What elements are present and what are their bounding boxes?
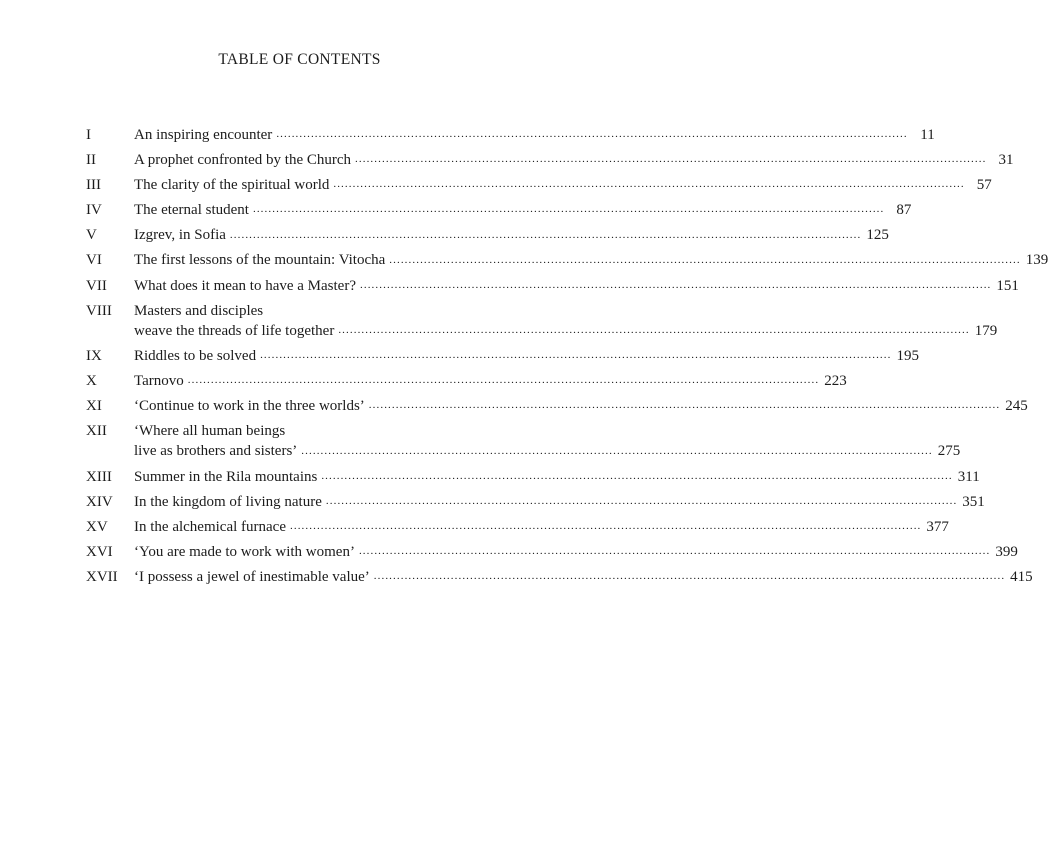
page-title: TABLE OF CONTENTS xyxy=(218,51,381,68)
toc-entry-body xyxy=(134,276,1019,296)
chapter-number: XV xyxy=(86,518,108,535)
page-number: 245 xyxy=(1005,398,1028,415)
dot-leader: .................................................................................................................................................................... xyxy=(321,469,953,482)
page-number: 351 xyxy=(962,493,985,510)
toc-entry-body xyxy=(134,200,912,220)
chapter-title xyxy=(134,371,184,391)
dot-leader: .................................................................................................................................................................... xyxy=(373,570,1006,583)
chapter-title-line: Masters and disciples xyxy=(134,302,264,319)
chapter-title-line: In the alchemical furnace xyxy=(134,518,286,535)
chapter-title-line: weave the threads of life together xyxy=(134,322,335,339)
page-number: 151 xyxy=(996,277,1019,294)
toc-entry-body xyxy=(134,250,1048,270)
toc-entry-body xyxy=(134,567,1033,587)
chapter-title xyxy=(134,467,317,487)
toc-entry-body xyxy=(134,371,847,391)
chapter-title-line: The eternal student xyxy=(134,202,249,219)
toc-entry xyxy=(86,492,985,512)
chapter-title xyxy=(134,225,226,245)
toc-entry xyxy=(86,396,1028,416)
dot-leader: .................................................................................................................................................................... xyxy=(358,545,991,558)
dot-leader: .................................................................................................................................................................... xyxy=(360,278,992,291)
toc-entry xyxy=(86,301,998,341)
chapter-title xyxy=(134,276,356,296)
chapter-title xyxy=(134,542,355,562)
toc-entry-body xyxy=(134,421,961,461)
dot-leader: .................................................................................................................................................................... xyxy=(338,324,970,337)
chapter-title-line: live as brothers and sisters’ xyxy=(134,443,298,460)
page-number: 87 xyxy=(896,202,912,219)
chapter-title-line: A prophet confronted by the Church xyxy=(134,152,352,169)
toc-entry xyxy=(86,200,912,220)
chapter-title xyxy=(134,492,322,512)
page-number: 139 xyxy=(1025,252,1048,269)
chapter-number: XVII xyxy=(86,568,118,585)
toc-entry-body xyxy=(134,125,935,145)
toc-entry xyxy=(86,371,847,391)
toc-entry-body xyxy=(134,467,980,487)
page-number: 179 xyxy=(974,322,998,339)
toc-entry xyxy=(86,150,1014,170)
chapter-title xyxy=(134,125,272,145)
chapter-number: XIV xyxy=(86,493,113,510)
page-number: 57 xyxy=(976,177,992,194)
toc-entry xyxy=(86,250,1048,270)
chapter-title xyxy=(134,517,286,537)
toc-entry xyxy=(86,276,1019,296)
chapter-title-line: An inspiring encounter xyxy=(134,127,273,143)
page-number: 31 xyxy=(998,152,1014,169)
toc-entry-body xyxy=(134,150,1014,170)
chapter-title-line: Tarnovo xyxy=(134,373,184,390)
chapter-title-line: ‘I possess a jewel of inestimable value’ xyxy=(134,568,370,585)
chapter-number: VIII xyxy=(86,302,112,319)
chapter-title xyxy=(134,250,385,270)
chapter-number: I xyxy=(86,127,91,143)
toc-entry xyxy=(86,175,992,195)
page-number: 223 xyxy=(824,373,847,390)
chapter-number: III xyxy=(86,177,101,194)
chapter-title-line: What does it mean to have a Master? xyxy=(134,277,356,294)
dot-leader: .................................................................................................................................................................... xyxy=(187,374,820,387)
chapter-number: II xyxy=(86,152,96,169)
toc-entry xyxy=(86,346,919,366)
page-number: 125 xyxy=(866,227,889,244)
page-number: 415 xyxy=(1010,568,1033,585)
chapter-number: VI xyxy=(86,252,102,269)
chapter-number: IV xyxy=(86,202,102,219)
toc-entry xyxy=(86,225,889,245)
chapter-title-line: Summer in the Rila mountains xyxy=(134,468,318,485)
toc-entry-body xyxy=(134,492,985,512)
chapter-number: X xyxy=(86,373,97,390)
dot-leader: .................................................................................................................................................................... xyxy=(333,178,965,191)
toc-entry-body xyxy=(134,346,919,366)
chapter-title xyxy=(134,301,334,341)
page-number: 275 xyxy=(937,443,961,460)
dot-leader: .................................................................................................................................................................... xyxy=(260,349,892,362)
chapter-number: VII xyxy=(86,277,107,294)
chapter-title xyxy=(134,200,249,220)
chapter-title xyxy=(134,175,329,195)
chapter-title-line: The clarity of the spiritual world xyxy=(134,177,330,194)
page-number: 311 xyxy=(957,468,980,485)
chapter-title-line: Izgrev, in Sofia xyxy=(134,227,226,244)
chapter-title xyxy=(134,150,351,170)
dot-leader: .................................................................................................................................................................... xyxy=(301,444,933,457)
toc-entry-body xyxy=(134,542,1018,562)
chapter-number: XIII xyxy=(86,468,112,485)
toc-entry-body xyxy=(134,396,1028,416)
chapter-title xyxy=(134,346,256,366)
page-number: 399 xyxy=(995,543,1018,560)
toc-entry xyxy=(86,421,961,461)
chapter-number: IX xyxy=(86,347,102,364)
dot-leader: .................................................................................................................................................................... xyxy=(290,519,922,532)
dot-leader: .................................................................................................................................................................... xyxy=(252,203,885,216)
toc-entry-body xyxy=(134,175,992,195)
dot-leader: .................................................................................................................................................................... xyxy=(276,128,908,141)
toc-entry-body xyxy=(134,517,949,537)
chapter-title-line: ‘You are made to work with women’ xyxy=(134,543,355,560)
page-number: 195 xyxy=(896,347,919,364)
chapter-title xyxy=(134,567,370,587)
dot-leader: .................................................................................................................................................................... xyxy=(389,253,1021,266)
page-number: 11 xyxy=(920,127,935,143)
chapter-title-line: Riddles to be solved xyxy=(134,347,257,364)
dot-leader: .................................................................................................................................................................... xyxy=(325,494,958,507)
page-number: 377 xyxy=(926,518,949,535)
toc-entry xyxy=(86,517,949,537)
dot-leader: .................................................................................................................................................................... xyxy=(355,153,987,166)
toc-entry xyxy=(86,125,935,145)
chapter-title-line: ‘Where all human beings xyxy=(134,423,286,440)
toc-entry-body xyxy=(134,301,998,341)
toc-entry xyxy=(86,567,1033,587)
chapter-title-line: In the kingdom of living nature xyxy=(134,493,322,510)
toc-entry-body xyxy=(134,225,889,245)
chapter-number: XVI xyxy=(86,543,113,560)
chapter-title xyxy=(134,421,297,461)
chapter-number: XII xyxy=(86,423,107,440)
chapter-title-line: The first lessons of the mountain: Vitocha xyxy=(134,252,386,269)
dot-leader: .................................................................................................................................................................... xyxy=(368,399,1001,412)
dot-leader: .................................................................................................................................................................... xyxy=(229,228,862,241)
toc-entry xyxy=(86,542,1018,562)
toc-entry xyxy=(86,467,980,487)
chapter-number: V xyxy=(86,227,97,244)
chapter-number: XI xyxy=(86,398,102,415)
table-of-contents xyxy=(86,125,1048,592)
chapter-title-line: ‘Continue to work in the three worlds’ xyxy=(134,398,365,415)
chapter-title xyxy=(134,396,365,416)
